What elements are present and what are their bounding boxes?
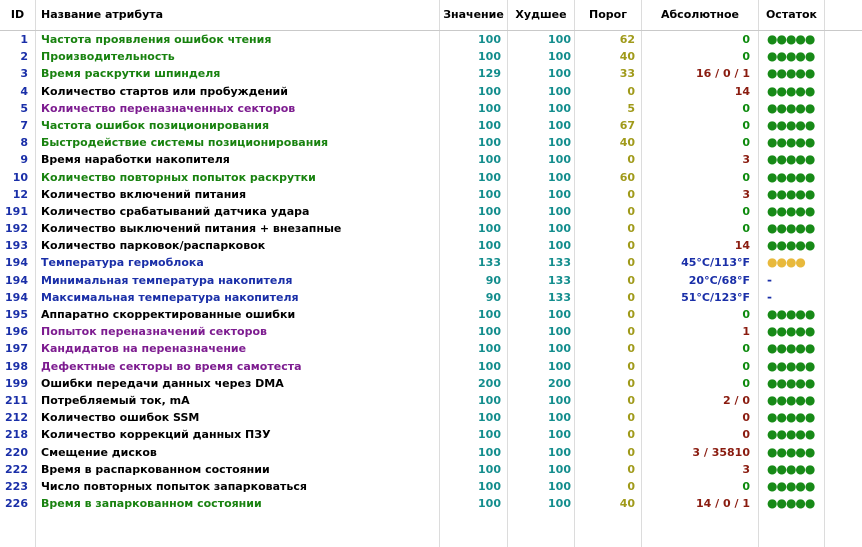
table-row[interactable] [0, 169, 862, 186]
attribute-id: 2 [0, 48, 36, 65]
attribute-rest: ●●●●● [759, 186, 825, 203]
attribute-rest: ●●●●● [759, 65, 825, 82]
attribute-name: Количество включений питания [36, 186, 440, 203]
attribute-value: 100 [440, 186, 508, 203]
table-row[interactable] [0, 65, 862, 82]
empty-cell [759, 529, 825, 546]
row-filler [825, 306, 862, 323]
attribute-rest: ●●●●● [759, 306, 825, 323]
table-row[interactable] [0, 495, 862, 512]
attribute-raw: 0 [642, 169, 759, 186]
attribute-worst: 100 [508, 169, 575, 186]
attribute-rest: ●●●●● [759, 100, 825, 117]
attribute-name: Количество срабатываний датчика удара [36, 203, 440, 220]
attribute-id: 211 [0, 392, 36, 409]
table-row[interactable] [0, 358, 862, 375]
attribute-threshold: 0 [575, 254, 642, 271]
attribute-id: 192 [0, 220, 36, 237]
row-filler [825, 392, 862, 409]
attribute-value: 100 [440, 358, 508, 375]
attribute-value: 100 [440, 134, 508, 151]
attribute-raw: 3 [642, 186, 759, 203]
attribute-worst: 100 [508, 495, 575, 512]
attribute-threshold: 0 [575, 186, 642, 203]
attribute-raw: 0 [642, 340, 759, 357]
attribute-worst: 100 [508, 392, 575, 409]
column-filler [825, 0, 862, 30]
table-row[interactable] [0, 83, 862, 100]
attribute-rest: ●●●●● [759, 203, 825, 220]
empty-row [0, 512, 862, 529]
attribute-rest: ●●●●● [759, 340, 825, 357]
attribute-threshold: 0 [575, 375, 642, 392]
table-row[interactable] [0, 409, 862, 426]
attribute-rest: ●●●●● [759, 117, 825, 134]
attribute-rest: ●●●●● [759, 426, 825, 443]
attribute-worst: 100 [508, 65, 575, 82]
attribute-worst: 100 [508, 340, 575, 357]
attribute-value: 100 [440, 392, 508, 409]
table-row[interactable] [0, 220, 862, 237]
attribute-rest: ●●●● [759, 254, 825, 271]
attribute-value: 200 [440, 375, 508, 392]
row-filler [825, 169, 862, 186]
attribute-raw: 14 [642, 83, 759, 100]
row-filler [825, 65, 862, 82]
table-row[interactable] [0, 48, 862, 65]
table-row[interactable] [0, 461, 862, 478]
empty-cell [508, 529, 575, 546]
empty-cell [642, 512, 759, 529]
attribute-value: 100 [440, 48, 508, 65]
attribute-worst: 100 [508, 461, 575, 478]
row-filler [825, 444, 862, 461]
table-row[interactable] [0, 186, 862, 203]
attribute-id: 226 [0, 495, 36, 512]
attribute-name: Быстродействие системы позиционирования [36, 134, 440, 151]
attribute-raw: 3 / 35810 [642, 444, 759, 461]
attribute-value: 100 [440, 83, 508, 100]
attribute-worst: 100 [508, 220, 575, 237]
attribute-rest: ●●●●● [759, 444, 825, 461]
attribute-threshold: 0 [575, 151, 642, 168]
table-row[interactable] [0, 203, 862, 220]
attribute-name: Количество ошибок SSM [36, 409, 440, 426]
attribute-name: Количество коррекций данных ПЗУ [36, 426, 440, 443]
attribute-id: 220 [0, 444, 36, 461]
attribute-raw: 0 [642, 134, 759, 151]
attribute-name: Смещение дисков [36, 444, 440, 461]
row-filler [825, 375, 862, 392]
attribute-raw: 20°C/68°F [642, 272, 759, 289]
attribute-threshold: 0 [575, 272, 642, 289]
attribute-value: 100 [440, 461, 508, 478]
attribute-rest: ●●●●● [759, 461, 825, 478]
row-filler [825, 83, 862, 100]
attribute-raw: 14 / 0 / 1 [642, 495, 759, 512]
attribute-value: 100 [440, 169, 508, 186]
table-row[interactable] [0, 478, 862, 495]
attribute-value: 100 [440, 220, 508, 237]
attribute-raw: 0 [642, 48, 759, 65]
attribute-value: 100 [440, 478, 508, 495]
attribute-id: 197 [0, 340, 36, 357]
row-filler [825, 254, 862, 271]
attribute-threshold: 0 [575, 461, 642, 478]
attribute-value: 100 [440, 444, 508, 461]
attribute-name: Количество переназначенных секторов [36, 100, 440, 117]
attribute-threshold: 33 [575, 65, 642, 82]
attribute-threshold: 0 [575, 358, 642, 375]
attribute-id: 4 [0, 83, 36, 100]
attribute-name: Кандидатов на переназначение [36, 340, 440, 357]
attribute-raw: 16 / 0 / 1 [642, 65, 759, 82]
attribute-rest: - [759, 289, 825, 306]
column-header-worst[interactable]: Худшее [508, 0, 575, 30]
row-filler [825, 323, 862, 340]
column-header-threshold[interactable]: Порог [575, 0, 642, 30]
attribute-raw: 0 [642, 220, 759, 237]
empty-cell [642, 529, 759, 546]
attribute-name: Аппаратно скорректированные ошибки [36, 306, 440, 323]
attribute-raw: 1 [642, 323, 759, 340]
attribute-threshold: 0 [575, 220, 642, 237]
empty-row [0, 529, 862, 546]
row-filler [825, 289, 862, 306]
attribute-threshold: 0 [575, 237, 642, 254]
attribute-raw: 0 [642, 117, 759, 134]
attribute-raw: 0 [642, 478, 759, 495]
attribute-threshold: 40 [575, 134, 642, 151]
attribute-raw: 14 [642, 237, 759, 254]
attribute-worst: 100 [508, 117, 575, 134]
attribute-worst: 100 [508, 151, 575, 168]
row-filler [825, 237, 862, 254]
attribute-name: Производительность [36, 48, 440, 65]
attribute-threshold: 62 [575, 31, 642, 48]
table-row[interactable] [0, 340, 862, 357]
attribute-rest: ●●●●● [759, 134, 825, 151]
table-row[interactable] [0, 375, 862, 392]
attribute-value: 100 [440, 323, 508, 340]
attribute-raw: 0 [642, 306, 759, 323]
attribute-id: 195 [0, 306, 36, 323]
attribute-value: 100 [440, 237, 508, 254]
attribute-threshold: 60 [575, 169, 642, 186]
table-row[interactable] [0, 289, 862, 306]
attribute-name: Ошибки передачи данных через DMA [36, 375, 440, 392]
attribute-raw: 51°C/123°F [642, 289, 759, 306]
attribute-id: 5 [0, 100, 36, 117]
attribute-rest: ●●●●● [759, 220, 825, 237]
row-filler [825, 358, 862, 375]
attribute-threshold: 0 [575, 340, 642, 357]
attribute-id: 199 [0, 375, 36, 392]
attribute-worst: 100 [508, 48, 575, 65]
attribute-raw: 2 / 0 [642, 392, 759, 409]
empty-cell [0, 529, 36, 546]
attribute-worst: 100 [508, 323, 575, 340]
attribute-id: 191 [0, 203, 36, 220]
attribute-name: Максимальная температура накопителя [36, 289, 440, 306]
attribute-id: 222 [0, 461, 36, 478]
attribute-worst: 100 [508, 203, 575, 220]
attribute-threshold: 0 [575, 444, 642, 461]
attribute-worst: 100 [508, 31, 575, 48]
table-row[interactable] [0, 117, 862, 134]
attribute-name: Попыток переназначений секторов [36, 323, 440, 340]
attribute-name: Количество выключений питания + внезапные [36, 220, 440, 237]
attribute-rest: ●●●●● [759, 151, 825, 168]
table-row[interactable] [0, 392, 862, 409]
empty-cell [440, 512, 508, 529]
table-row[interactable] [0, 237, 862, 254]
attribute-id: 218 [0, 426, 36, 443]
attribute-value: 90 [440, 272, 508, 289]
attribute-rest: ●●●●● [759, 323, 825, 340]
attribute-rest: ●●●●● [759, 375, 825, 392]
attribute-raw: 0 [642, 203, 759, 220]
attribute-id: 194 [0, 272, 36, 289]
attribute-id: 194 [0, 289, 36, 306]
attribute-name: Число повторных попыток запарковаться [36, 478, 440, 495]
row-filler [825, 134, 862, 151]
empty-cell [36, 512, 440, 529]
attribute-threshold: 40 [575, 495, 642, 512]
attribute-id: 194 [0, 254, 36, 271]
attribute-value: 129 [440, 65, 508, 82]
attribute-threshold: 0 [575, 478, 642, 495]
attribute-value: 100 [440, 495, 508, 512]
row-filler [825, 340, 862, 357]
table-row[interactable] [0, 134, 862, 151]
row-filler [825, 495, 862, 512]
empty-cell [575, 512, 642, 529]
attribute-value: 100 [440, 31, 508, 48]
attribute-worst: 133 [508, 254, 575, 271]
attribute-id: 10 [0, 169, 36, 186]
attribute-name: Дефектные секторы во время самотеста [36, 358, 440, 375]
attribute-id: 1 [0, 31, 36, 48]
attribute-worst: 100 [508, 100, 575, 117]
attribute-rest: ●●●●● [759, 169, 825, 186]
attribute-value: 100 [440, 117, 508, 134]
row-filler [825, 478, 862, 495]
attribute-id: 196 [0, 323, 36, 340]
attribute-name: Частота ошибок позиционирования [36, 117, 440, 134]
attribute-name: Минимальная температура накопителя [36, 272, 440, 289]
attribute-threshold: 0 [575, 83, 642, 100]
row-filler [825, 426, 862, 443]
attribute-name: Потребляемый ток, mA [36, 392, 440, 409]
table-row[interactable] [0, 272, 862, 289]
attribute-value: 133 [440, 254, 508, 271]
attribute-value: 100 [440, 409, 508, 426]
column-header-value[interactable]: Значение [440, 0, 508, 30]
row-filler [825, 117, 862, 134]
table-body [0, 31, 862, 547]
attribute-threshold: 0 [575, 306, 642, 323]
attribute-worst: 100 [508, 358, 575, 375]
empty-cell [0, 512, 36, 529]
attribute-rest: ●●●●● [759, 83, 825, 100]
attribute-rest: ●●●●● [759, 237, 825, 254]
row-filler [825, 203, 862, 220]
column-header-name[interactable]: Название атрибута [36, 0, 440, 30]
attribute-threshold: 0 [575, 289, 642, 306]
attribute-worst: 100 [508, 186, 575, 203]
attribute-rest: ●●●●● [759, 48, 825, 65]
column-header-id[interactable]: ID [0, 0, 36, 30]
table-row[interactable] [0, 151, 862, 168]
attribute-worst: 100 [508, 478, 575, 495]
attribute-id: 3 [0, 65, 36, 82]
empty-cell [759, 512, 825, 529]
attribute-worst: 100 [508, 409, 575, 426]
attribute-value: 100 [440, 426, 508, 443]
attribute-threshold: 0 [575, 203, 642, 220]
attribute-raw: 45°C/113°F [642, 254, 759, 271]
table-row[interactable] [0, 254, 862, 271]
attribute-name: Частота проявления ошибок чтения [36, 31, 440, 48]
attribute-value: 100 [440, 100, 508, 117]
attribute-rest: ●●●●● [759, 31, 825, 48]
attribute-raw: 0 [642, 358, 759, 375]
attribute-rest: - [759, 272, 825, 289]
attribute-worst: 100 [508, 306, 575, 323]
attribute-value: 100 [440, 306, 508, 323]
attribute-worst: 100 [508, 237, 575, 254]
attribute-threshold: 0 [575, 323, 642, 340]
empty-cell [508, 512, 575, 529]
attribute-name: Температура гермоблока [36, 254, 440, 271]
table-row[interactable] [0, 31, 862, 48]
attribute-worst: 100 [508, 134, 575, 151]
attribute-raw: 0 [642, 31, 759, 48]
table-row[interactable] [0, 444, 862, 461]
attribute-worst: 100 [508, 444, 575, 461]
attribute-rest: ●●●●● [759, 495, 825, 512]
attribute-id: 12 [0, 186, 36, 203]
attribute-name: Количество парковок/распарковок [36, 237, 440, 254]
attribute-name: Время в запаркованном состоянии [36, 495, 440, 512]
attribute-id: 223 [0, 478, 36, 495]
attribute-raw: 3 [642, 151, 759, 168]
attribute-raw: 0 [642, 426, 759, 443]
row-filler [825, 461, 862, 478]
attribute-id: 7 [0, 117, 36, 134]
row-filler [825, 272, 862, 289]
attribute-id: 9 [0, 151, 36, 168]
table-row[interactable] [0, 100, 862, 117]
empty-cell [440, 529, 508, 546]
column-header-raw[interactable]: Абсолютное [642, 0, 759, 30]
attribute-name: Количество стартов или пробуждений [36, 83, 440, 100]
attribute-raw: 0 [642, 409, 759, 426]
column-header-rest[interactable]: Остаток [759, 0, 825, 30]
attribute-id: 193 [0, 237, 36, 254]
table-row[interactable] [0, 426, 862, 443]
empty-cell [575, 529, 642, 546]
attribute-threshold: 40 [575, 48, 642, 65]
attribute-rest: ●●●●● [759, 358, 825, 375]
attribute-threshold: 0 [575, 409, 642, 426]
row-filler [825, 409, 862, 426]
attribute-name: Время наработки накопителя [36, 151, 440, 168]
table-row[interactable] [0, 306, 862, 323]
row-filler [825, 48, 862, 65]
table-header [0, 0, 862, 31]
attribute-rest: ●●●●● [759, 392, 825, 409]
attribute-threshold: 0 [575, 426, 642, 443]
row-filler [825, 151, 862, 168]
attribute-raw: 0 [642, 375, 759, 392]
attribute-threshold: 5 [575, 100, 642, 117]
attribute-value: 100 [440, 203, 508, 220]
attribute-value: 100 [440, 151, 508, 168]
attribute-worst: 200 [508, 375, 575, 392]
attribute-rest: ●●●●● [759, 478, 825, 495]
attribute-name: Время раскрутки шпинделя [36, 65, 440, 82]
table-row[interactable] [0, 323, 862, 340]
row-filler [825, 100, 862, 117]
attribute-name: Время в распаркованном состоянии [36, 461, 440, 478]
attribute-value: 90 [440, 289, 508, 306]
attribute-id: 198 [0, 358, 36, 375]
attribute-raw: 3 [642, 461, 759, 478]
attribute-worst: 100 [508, 83, 575, 100]
empty-cell [36, 529, 440, 546]
attribute-raw: 0 [642, 100, 759, 117]
attribute-rest: ●●●●● [759, 409, 825, 426]
attribute-id: 8 [0, 134, 36, 151]
attribute-id: 212 [0, 409, 36, 426]
attribute-threshold: 67 [575, 117, 642, 134]
row-filler [825, 31, 862, 48]
attribute-worst: 133 [508, 289, 575, 306]
row-filler [825, 220, 862, 237]
row-filler [825, 186, 862, 203]
attribute-value: 100 [440, 340, 508, 357]
attribute-threshold: 0 [575, 392, 642, 409]
empty-cell [825, 529, 862, 546]
attribute-name: Количество повторных попыток раскрутки [36, 169, 440, 186]
attribute-worst: 100 [508, 426, 575, 443]
empty-cell [825, 512, 862, 529]
attribute-worst: 133 [508, 272, 575, 289]
